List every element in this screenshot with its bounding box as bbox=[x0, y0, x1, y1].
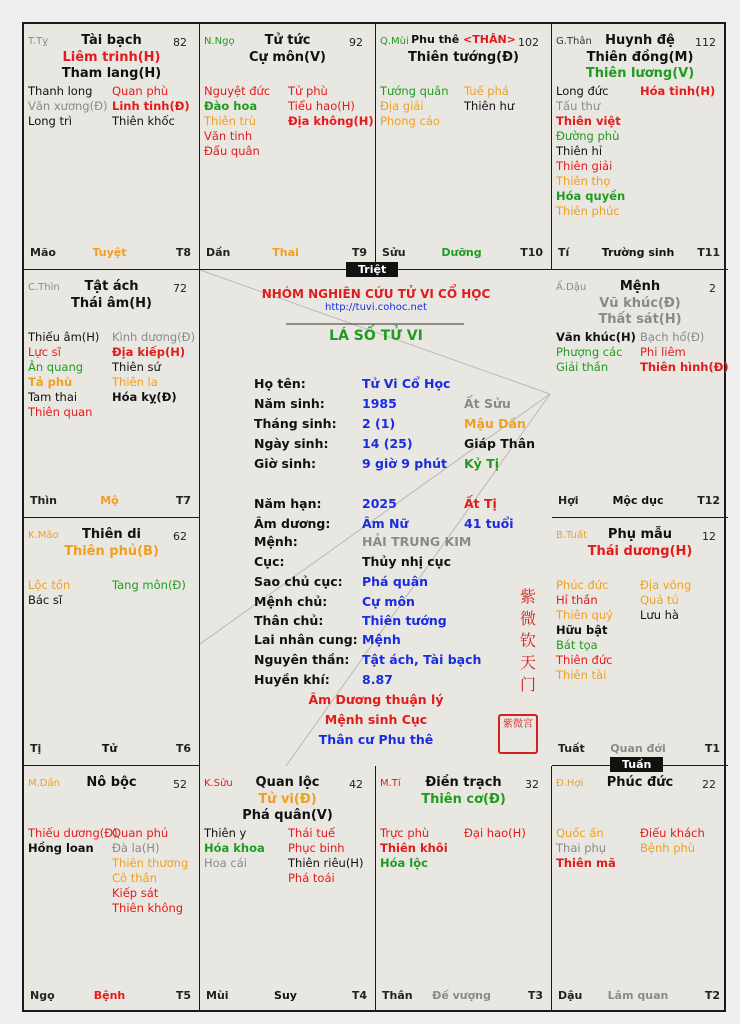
minor-star: Văn khúc(H) bbox=[556, 330, 636, 344]
info-extra: Ất Sửu bbox=[464, 396, 511, 411]
branch-label: Tị bbox=[30, 742, 42, 755]
palace-dau[interactable] bbox=[552, 270, 728, 518]
info-value: Âm Nữ bbox=[362, 516, 409, 531]
can-chi-label: M.Dần bbox=[28, 778, 60, 789]
minor-star: Linh tinh(Đ) bbox=[112, 99, 190, 113]
minor-star: Tấu thư bbox=[556, 99, 601, 113]
seal-char: 天 bbox=[519, 653, 536, 672]
palace-name: Mệnh bbox=[619, 279, 661, 294]
minor-star: Phúc đức bbox=[556, 578, 609, 592]
palace-mao[interactable] bbox=[24, 518, 200, 766]
main-star: Vũ khúc(Đ) bbox=[599, 296, 681, 311]
seal-char: 紫 bbox=[519, 587, 536, 606]
palace-mui[interactable] bbox=[376, 24, 552, 270]
info-value: 8.87 bbox=[362, 672, 393, 687]
minor-star: Thiên hình(Đ) bbox=[640, 360, 729, 374]
branch-label: Ngọ bbox=[30, 989, 55, 1002]
minor-star: Ân quang bbox=[28, 360, 84, 374]
minor-star: Quả tú bbox=[640, 593, 679, 607]
palace-number: 22 bbox=[702, 778, 716, 791]
minor-star: Tiểu hao(H) bbox=[288, 99, 355, 113]
info-value: Phá quân bbox=[362, 574, 429, 589]
main-star: Thiên đồng(M) bbox=[586, 50, 694, 65]
info-value: Tật ách, Tài bạch bbox=[362, 652, 482, 667]
minor-star: Địa không(H) bbox=[288, 114, 374, 128]
life-stage: Đế vượng bbox=[432, 989, 491, 1002]
palace-number: 32 bbox=[525, 778, 539, 791]
palace-number: 102 bbox=[518, 36, 539, 49]
seal-char: 门 bbox=[519, 675, 536, 694]
palace-name: Phúc đức bbox=[606, 775, 674, 790]
minor-star: Thiên hư bbox=[464, 99, 515, 113]
can-chi-label: Q.Mùi bbox=[380, 36, 409, 47]
minor-star: Phong cáo bbox=[380, 114, 440, 128]
minor-star: Văn tinh bbox=[204, 129, 253, 143]
than-marker: <THÂN> bbox=[463, 33, 516, 46]
info-extra: 41 tuổi bbox=[464, 516, 514, 531]
minor-star: Thiên riêu(H) bbox=[288, 856, 364, 870]
palace-ti[interactable] bbox=[376, 766, 552, 1012]
info-label: Họ tên: bbox=[254, 376, 306, 391]
info-label: Thân chủ: bbox=[254, 613, 324, 628]
seal-char: 微 bbox=[519, 609, 536, 628]
palace-name: Tài bạch bbox=[81, 33, 142, 48]
main-star: Thất sát(H) bbox=[598, 312, 682, 327]
minor-star: Thiên quý bbox=[556, 608, 613, 622]
minor-star: Bệnh phù bbox=[640, 841, 696, 855]
minor-star: Kiếp sát bbox=[112, 886, 159, 900]
palace-name: Nô bộc bbox=[86, 775, 137, 790]
can-chi-label: G.Thân bbox=[556, 36, 592, 47]
info-value: 1985 bbox=[362, 396, 397, 411]
minor-star: Điếu khách bbox=[640, 826, 705, 840]
info-value: Cự môn bbox=[362, 594, 415, 609]
can-chi-label: N.Ngọ bbox=[204, 36, 235, 47]
main-star: Thái âm(H) bbox=[71, 296, 152, 311]
minor-star: Long trì bbox=[28, 114, 72, 128]
can-chi-label: Đ.Hợi bbox=[556, 778, 584, 789]
main-star: Tham lang(H) bbox=[61, 66, 162, 81]
info-label: Nguyên thần: bbox=[254, 652, 350, 667]
minor-star: Quan phù bbox=[112, 84, 169, 98]
branch-label: Dậu bbox=[558, 989, 583, 1002]
life-stage: Trường sinh bbox=[601, 246, 675, 259]
palace-hoi[interactable] bbox=[552, 766, 728, 1012]
life-stage: Lâm quan bbox=[607, 989, 669, 1002]
minor-star: Văn xương(Đ) bbox=[28, 99, 108, 113]
branch-label: Tuất bbox=[558, 742, 585, 755]
palace-than[interactable] bbox=[552, 24, 728, 270]
info-label: Mệnh chủ: bbox=[254, 594, 328, 609]
life-stage: Tuyệt bbox=[92, 246, 127, 259]
branch-label: Sửu bbox=[382, 246, 406, 259]
info-label: Tháng sinh: bbox=[254, 416, 337, 431]
minor-star: Long đức bbox=[556, 84, 609, 98]
minor-star: Đại hao(H) bbox=[464, 826, 526, 840]
can-chi-label: C.Thìn bbox=[28, 282, 60, 293]
palace-dan[interactable] bbox=[24, 766, 200, 1012]
minor-star: Giải thần bbox=[556, 360, 609, 374]
minor-star: Địa kiếp(H) bbox=[112, 345, 186, 359]
minor-star: Hồng loan bbox=[28, 841, 94, 855]
life-stage: Bệnh bbox=[93, 989, 126, 1002]
group-name: NHÓM NGHIÊN CỨU TỬ VI CỔ HỌC bbox=[261, 287, 491, 301]
palace-number: 42 bbox=[349, 778, 363, 791]
decade-label: T10 bbox=[520, 246, 543, 259]
minor-star: Thiên mã bbox=[556, 856, 616, 870]
can-chi-label: T.Tỵ bbox=[28, 36, 49, 47]
palace-name: Phụ mẫu bbox=[607, 527, 673, 542]
decade-label: T6 bbox=[175, 742, 191, 755]
info-value: HẢI TRUNG KIM bbox=[362, 534, 472, 549]
palace-number: 82 bbox=[173, 36, 187, 49]
info-value: Thiên tướng bbox=[362, 613, 447, 628]
decade-label: T7 bbox=[175, 494, 191, 507]
minor-star: Đà la(H) bbox=[112, 841, 160, 855]
summary-note: Mệnh sinh Cục bbox=[324, 712, 428, 727]
main-star: Phá quân(V) bbox=[242, 808, 333, 823]
minor-star: Phượng các bbox=[556, 345, 623, 359]
minor-star: Thiên trù bbox=[204, 114, 257, 128]
palace-number: 62 bbox=[173, 530, 187, 543]
minor-star: Thái tuế bbox=[288, 826, 336, 840]
minor-star: Thiên thọ bbox=[556, 174, 611, 188]
minor-star: Tử phù bbox=[288, 84, 328, 98]
info-label: Năm hạn: bbox=[254, 496, 322, 511]
palace-suu[interactable] bbox=[200, 766, 376, 1012]
palace-name: Tật ách bbox=[84, 279, 139, 294]
info-label: Huyền khí: bbox=[254, 672, 330, 687]
info-value: Mệnh bbox=[362, 632, 401, 647]
info-value: 2 (1) bbox=[362, 416, 396, 431]
minor-star: Địa võng bbox=[640, 578, 692, 592]
minor-star: Thiên không bbox=[112, 901, 184, 915]
main-star: Cự môn(V) bbox=[249, 50, 326, 65]
branch-label: Tí bbox=[558, 246, 570, 259]
minor-star: Quan phủ bbox=[112, 826, 169, 840]
main-star: Thiên cơ(Đ) bbox=[421, 792, 506, 807]
info-label: Mệnh: bbox=[254, 534, 298, 549]
summary-note: Thân cư Phu thê bbox=[318, 732, 434, 747]
palace-number: 112 bbox=[695, 36, 716, 49]
minor-star: Thiên thương bbox=[112, 856, 189, 870]
minor-star: Thiếu âm(H) bbox=[28, 330, 100, 344]
palace-name-text: Phu thê bbox=[411, 33, 460, 46]
can-chi-label: Ấ.Dậu bbox=[556, 282, 587, 293]
minor-star: Thiên khốc bbox=[112, 114, 175, 128]
info-extra: Mậu Dần bbox=[464, 416, 526, 431]
minor-star: Hóa lộc bbox=[380, 856, 428, 870]
branch-label: Mão bbox=[30, 246, 56, 259]
life-stage: Mộ bbox=[100, 494, 119, 507]
center-panel bbox=[200, 270, 552, 766]
minor-star: Thiên quan bbox=[28, 405, 93, 419]
minor-star: Đẩu quân bbox=[204, 144, 260, 158]
palace-tuat[interactable] bbox=[552, 518, 728, 766]
minor-star: Tuế phá bbox=[464, 84, 509, 98]
seal-characters bbox=[518, 586, 538, 696]
info-label: Âm dương: bbox=[254, 516, 331, 531]
branch-label: Thìn bbox=[30, 494, 57, 507]
minor-star: Hữu bật bbox=[556, 623, 608, 637]
triet-tag: Triệt bbox=[346, 262, 398, 277]
minor-star: Bát tọa bbox=[556, 638, 598, 652]
minor-star: Thiên tài bbox=[556, 668, 607, 682]
minor-star: Thiên giải bbox=[556, 159, 613, 173]
minor-star: Bạch hổ(Đ) bbox=[640, 330, 705, 344]
life-stage: Quan đới bbox=[610, 742, 666, 755]
main-star: Thiên lương(V) bbox=[585, 66, 695, 81]
info-extra: Kỷ Tị bbox=[464, 456, 499, 471]
main-star: Thái dương(H) bbox=[587, 544, 693, 559]
info-value: Thủy nhị cục bbox=[362, 554, 451, 569]
decade-label: T5 bbox=[175, 989, 191, 1002]
palace-ngo[interactable] bbox=[200, 24, 376, 270]
minor-star: Thiên khôi bbox=[380, 841, 448, 855]
info-extra: Ất Tị bbox=[464, 496, 497, 511]
branch-label: Hợi bbox=[558, 494, 579, 507]
info-value: 9 giờ 9 phút bbox=[362, 456, 447, 471]
decade-label: T12 bbox=[697, 494, 720, 507]
minor-star: Quốc ấn bbox=[556, 826, 604, 840]
minor-star: Đường phù bbox=[556, 129, 620, 143]
palace-name: Điền trạch bbox=[425, 775, 502, 790]
palace-ty[interactable] bbox=[24, 24, 200, 270]
minor-star: Bác sĩ bbox=[28, 593, 63, 607]
palace-name: Tử tức bbox=[264, 33, 311, 48]
minor-star: Trực phù bbox=[380, 826, 430, 840]
minor-star: Thiên hỉ bbox=[556, 144, 603, 158]
minor-star: Thiên phúc bbox=[556, 204, 620, 218]
minor-star: Phá toái bbox=[288, 871, 335, 885]
palace-name: Quan lộc bbox=[255, 775, 320, 790]
minor-star: Tướng quân bbox=[380, 84, 449, 98]
seal-stamp: 紫微宮 bbox=[498, 714, 538, 754]
can-chi-label: B.Tuất bbox=[556, 530, 588, 541]
palace-name: Thiên di bbox=[82, 527, 141, 542]
decade-label: T8 bbox=[175, 246, 191, 259]
minor-star: Phi liêm bbox=[640, 345, 686, 359]
info-extra: Giáp Thân bbox=[464, 436, 536, 451]
can-chi-label: K.Sửu bbox=[204, 778, 233, 789]
minor-star: Đào hoa bbox=[204, 99, 258, 113]
minor-star: Hóa kỵ(Đ) bbox=[112, 390, 177, 404]
info-value: 14 (25) bbox=[362, 436, 413, 451]
info-label: Năm sinh: bbox=[254, 396, 325, 411]
minor-star: Hoa cái bbox=[204, 856, 247, 870]
minor-star: Cô thần bbox=[112, 871, 157, 885]
minor-star: Kình dương(Đ) bbox=[112, 330, 196, 344]
life-stage: Mộc dục bbox=[612, 494, 664, 507]
minor-star: Thai phụ bbox=[556, 841, 607, 855]
info-value: Tử Vi Cổ Học bbox=[362, 376, 451, 391]
life-stage: Thai bbox=[272, 246, 299, 259]
minor-star: Tam thai bbox=[28, 390, 78, 404]
main-star: Tử vi(Đ) bbox=[258, 792, 317, 807]
info-label: Lai nhân cung: bbox=[254, 632, 358, 647]
minor-star: Lưu hà bbox=[640, 608, 679, 622]
site-url[interactable]: http://tuvi.cohoc.net bbox=[325, 302, 427, 313]
branch-label: Dần bbox=[206, 246, 231, 259]
summary-note: Âm Dương thuận lý bbox=[308, 692, 444, 707]
minor-star: Thiên đức bbox=[556, 653, 613, 667]
palace-thin[interactable] bbox=[24, 270, 200, 518]
main-star: Thiên tướng(Đ) bbox=[408, 50, 519, 65]
main-star: Liêm trinh(H) bbox=[62, 50, 161, 65]
palace-number: 92 bbox=[349, 36, 363, 49]
branch-label: Mùi bbox=[206, 989, 229, 1002]
minor-star: Hóa khoa bbox=[204, 841, 265, 855]
seal-char: 钦 bbox=[519, 631, 536, 650]
minor-star: Hỉ thần bbox=[556, 593, 598, 607]
can-chi-label: K.Mão bbox=[28, 530, 59, 541]
minor-star: Thiên việt bbox=[556, 114, 621, 128]
minor-star: Nguyệt đức bbox=[204, 84, 271, 98]
life-stage: Dưỡng bbox=[441, 246, 482, 259]
minor-star: Hóa quyền bbox=[556, 189, 626, 203]
palace-number: 2 bbox=[709, 282, 716, 295]
minor-star: Tả phù bbox=[28, 375, 73, 389]
decade-label: T11 bbox=[697, 246, 720, 259]
decade-label: T4 bbox=[351, 989, 367, 1002]
minor-star: Thiên sứ bbox=[112, 360, 161, 374]
minor-star: Lộc tồn bbox=[28, 578, 71, 592]
palace-number: 52 bbox=[173, 778, 187, 791]
minor-star: Thiên la bbox=[112, 375, 158, 389]
minor-star: Thanh long bbox=[28, 84, 93, 98]
palace-number: 72 bbox=[173, 282, 187, 295]
minor-star: Tang môn(Đ) bbox=[112, 578, 186, 592]
palace-number: 12 bbox=[702, 530, 716, 543]
tuan-tag: Tuần bbox=[610, 757, 663, 772]
minor-star: Địa giải bbox=[380, 99, 424, 113]
info-label: Cục: bbox=[254, 554, 285, 569]
minor-star: Hóa tinh(H) bbox=[640, 84, 716, 98]
minor-star: Lực sĩ bbox=[28, 345, 61, 359]
info-label: Ngày sinh: bbox=[254, 436, 329, 451]
palace-name: Huynh đệ bbox=[605, 33, 675, 48]
chart-title: LÁ SỐ TỬ VI bbox=[329, 328, 423, 344]
life-stage: Tử bbox=[101, 742, 118, 755]
minor-star: Thiếu dương(Đ) bbox=[28, 826, 118, 840]
info-value: 2025 bbox=[362, 496, 397, 511]
info-label: Giờ sinh: bbox=[254, 456, 317, 471]
main-star: Thiên phủ(B) bbox=[64, 544, 159, 559]
decade-label: T2 bbox=[704, 989, 720, 1002]
life-stage: Suy bbox=[274, 989, 297, 1002]
minor-star: Phục binh bbox=[288, 841, 345, 855]
decade-label: T1 bbox=[704, 742, 720, 755]
branch-label: Thân bbox=[382, 989, 413, 1002]
minor-star: Thiên y bbox=[204, 826, 247, 840]
palace-name bbox=[376, 33, 551, 46]
decade-label: T9 bbox=[351, 246, 367, 259]
can-chi-label: M.Tí bbox=[380, 778, 401, 789]
decade-label: T3 bbox=[527, 989, 543, 1002]
info-label: Sao chủ cục: bbox=[254, 574, 343, 589]
chart-board bbox=[22, 22, 729, 1012]
